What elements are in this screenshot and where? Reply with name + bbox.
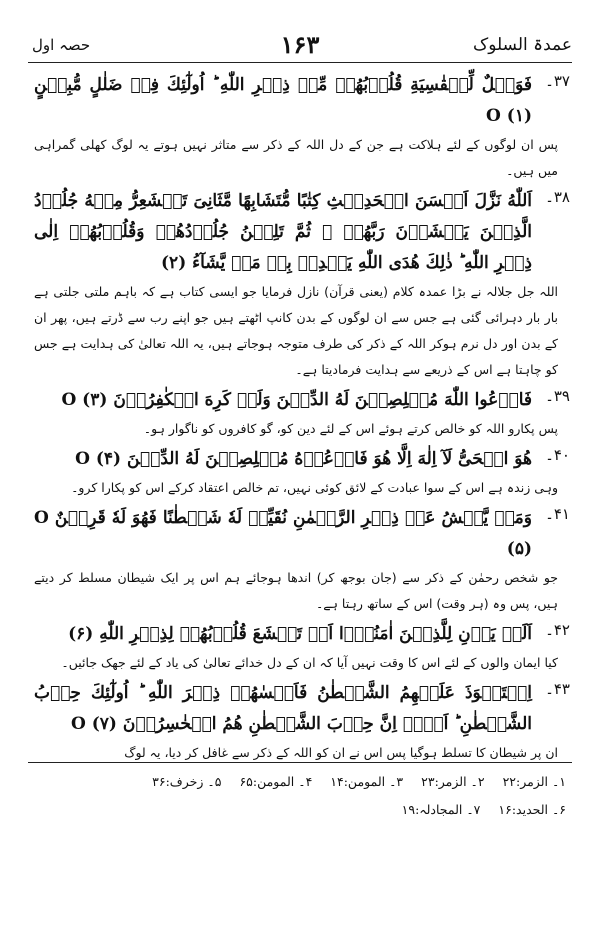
urdu-translation: پس ان لوگوں کے لئے ہلاکت ہے جن کے دل اللہ کے ذکر سے متاثر نہیں ہوتے یہ لوگ کھلی گمراہی میں ہیں۔ [34,137,558,178]
footnote-5: ۵۔ زخرف:۳۶ [152,774,222,789]
arabic-text: فَوَیۡلٌ لِّلۡقٰسِیَةِ قُلُوۡبُهُمۡ مِّنۡ ذِكۡرِ اللّٰهِ ؕ اُولٰٓئِكَ فِیۡ ضَلٰلٍ مُّبِیۡنٍ O (۱) [34,75,532,126]
verse-number: ۴۱۔ [545,505,570,523]
arabic-text: اَللّٰهُ نَزَّلَ اَحۡسَنَ الۡحَدِیۡثِ كِتٰبًا مُّتَشَابِهًا مَّثَانِیَ تَقۡشَعِرُّ مِنۡهُ جُلُوۡدُ الَّذِیۡنَ یَخۡشَوۡنَ رَبَّهُمۡ ۚ ثُمَّ تَلِیۡنُ جُلُوۡدُهُمۡ وَقُلُوۡبُهُمۡ اِلٰی ذِكۡرِ اللّٰهِ ؕ ذٰلِكَ هُدَی اللّٰهِ یَهۡدِیۡ بِهٖ مَنۡ یَّشَآءُ (۲) [34,191,532,273]
arabic-text: فَادۡعُوا اللّٰهَ مُخۡلِصِیۡنَ لَهُ الدِّیۡنَ وَلَوۡ كَرِهَ الۡكٰفِرُوۡنَ O (۳) [61,390,532,410]
verse-37 [34,70,570,184]
urdu-translation: اللہ جل جلالہ نے بڑا عمدہ کلام (یعنی قرآن) نازل فرمایا جو ایسی کتاب ہے کہ باہم ملتی جلتی ہے بار بار دہرائی گئی ہے جس سے ان لوگوں کے بدن کانپ اٹھتے ہیں جو اپنے رب سے ڈرتے ہیں، پھر ان کے بدن اور دل نرم ہوکر اللہ کے ذکر کی طرف متوجہ ہوجاتے ہیں، یہ اللہ تعالیٰ کی ہدایت ہے جس کو چاہتا ہے اس کے ذریعے سے ہدایت فرمادیتا ہے۔ [34,284,558,377]
footnote-1: ۱۔ الزمر:۲۲ [502,774,566,789]
verse-number: ۴۲۔ [545,621,570,639]
footnote-line-2 [34,796,566,824]
urdu-translation: وہی زندہ ہے اس کے سوا عبادت کے لائق کوئی نہیں، تم خالص اعتقاد کرکے اس کو پکارا کرو۔ [71,480,558,495]
book-title: عمدۃ السلوک [473,35,572,55]
arabic-text: وَمَنۡ یَّعۡشُ عَنۡ ذِكۡرِ الرَّحۡمٰنِ نُقَیِّضۡ لَهٗ شَیۡطٰنًا فَهُوَ لَهٗ قَرِیۡنٌ O (۵) [34,508,532,559]
verse-39 [34,385,570,442]
verses-list [34,70,570,768]
verse-number: ۳۹۔ [545,387,570,405]
verse-41 [34,503,570,617]
urdu-translation: ان پر شیطان کا تسلط ہوگیا پس اس نے ان کو اللہ کے ذکر سے غافل کر دیا، یہ لوگ [124,745,558,760]
footnote-4: ۴۔ المومن:۶۵ [239,774,313,789]
verse-number: ۳۸۔ [545,188,570,206]
urdu-translation: کیا ایمان والوں کے لئے اس کا وقت نہیں آیا کہ ان کے دل خدائے تعالیٰ کی یاد کے لئے جھک جائیں۔ [61,655,558,670]
verse-42 [34,619,570,676]
footnote-3: ۳۔ المومن:۱۴ [330,774,404,789]
arabic-text: اَلَمۡ یَاۡنِ لِلَّذِیۡنَ اٰمَنُوۡۤا اَنۡ تَخۡشَعَ قُلُوۡبُهُمۡ لِذِكۡرِ اللّٰهِ (۶) [68,624,532,644]
verse-43 [34,678,570,766]
page-number: ۱۶۳ [280,30,320,59]
urdu-translation: جو شخص رحمٰن کے ذکر سے (جان بوجھ کر) اندھا ہوجائے ہم اس پر ایک شیطان مسلط کر دیتے ہیں، پس وہ (ہر وقت) اس کے ساتھ رہتا ہے۔ [34,570,558,611]
footnote-6: ۶۔ الحدید:۱۶ [498,802,566,817]
footnote-2: ۲۔ الزمر:۲۳ [421,774,485,789]
footnotes [34,768,566,824]
section-label: حصہ اول [32,36,91,54]
footnote-7: ۷۔ المجادلہ:۱۹ [401,802,481,817]
arabic-text: هُوَ الۡحَیُّ لَآ اِلٰهَ اِلَّا هُوَ فَادۡعُوۡهُ مُخۡلِصِیۡنَ لَهُ الدِّیۡنَ O (۴) [75,449,532,469]
header-rule [28,62,572,63]
verse-38 [34,186,570,383]
verse-number: ۴۳۔ [545,680,570,698]
verse-number: ۳۷۔ [545,72,570,90]
footnote-rule [28,762,572,763]
urdu-translation: پس پکارو اللہ کو خالص کرتے ہوئے اس کے لئے دین کو، گو کافروں کو ناگوار ہو۔ [143,421,558,436]
page-header [28,28,572,62]
arabic-text: اِسۡتَحۡوَذَ عَلَیۡهِمُ الشَّیۡطٰنُ فَاَنۡسٰهُمۡ ذِكۡرَ اللّٰهِ ؕ اُولٰٓئِكَ حِزۡبُ الشَّیۡطٰنِ ؕ اَلَاۤ اِنَّ حِزۡبَ الشَّیۡطٰنِ هُمُ الۡخٰسِرُوۡنَ O (۷) [34,683,532,734]
footnote-line-1 [34,768,566,796]
verse-number: ۴۰۔ [545,446,570,464]
verse-40 [34,444,570,501]
